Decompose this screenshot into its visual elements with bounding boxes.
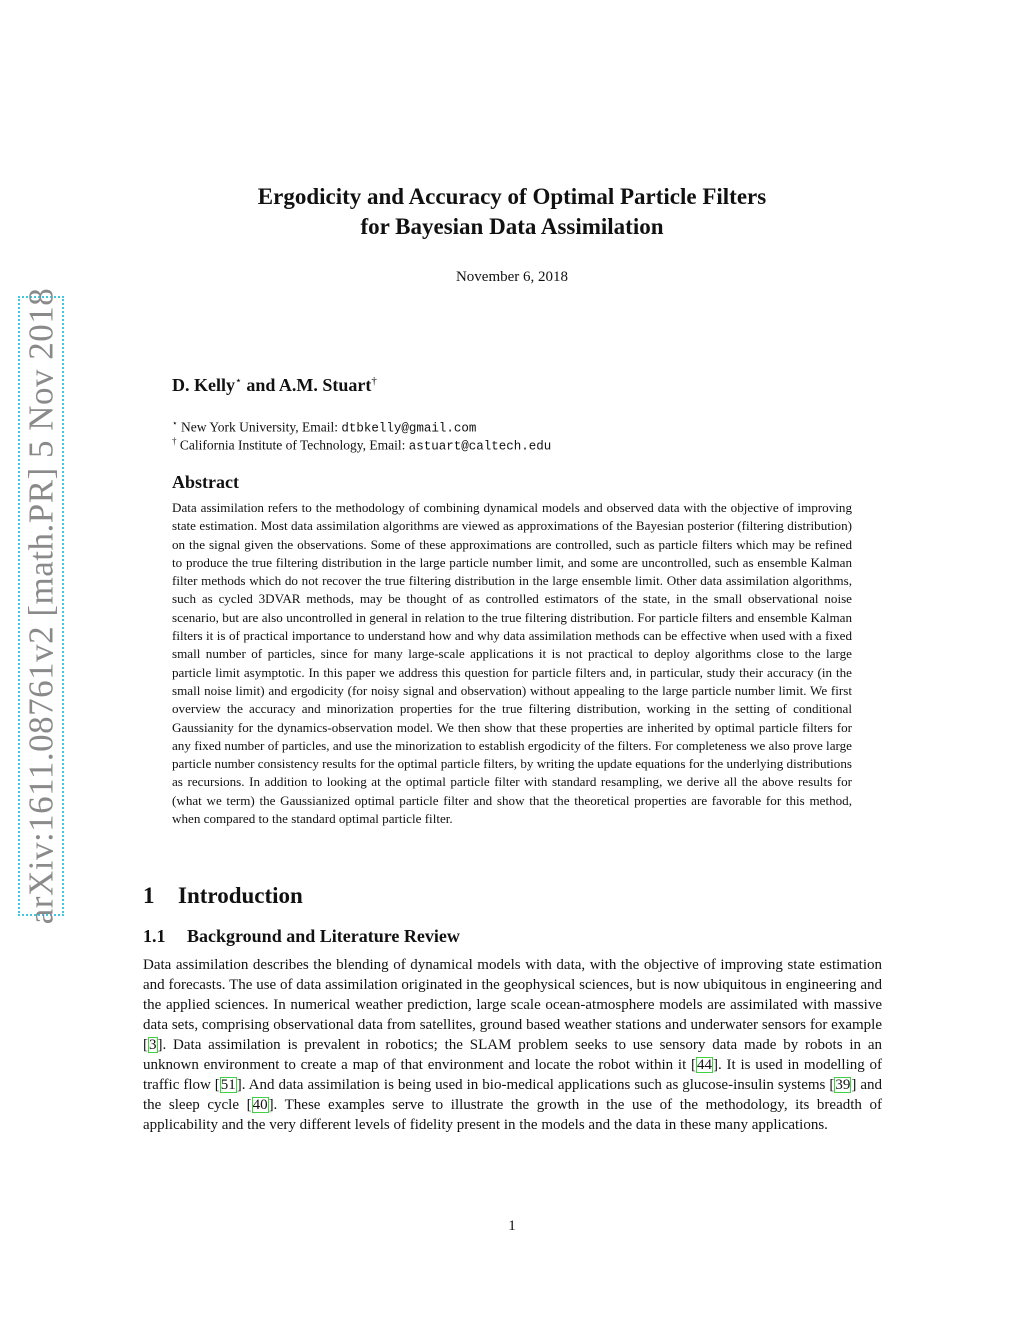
affiliation-text: California Institute of Technology, Email: [176,437,409,453]
affiliation-text: New York University, Email: [177,419,342,435]
paper-title [150,182,874,242]
affiliation-mark: ⋆ [172,418,178,428]
arxiv-identifier: arXiv:1611.08761v2 [math.PR] 5 Nov 2018 [21,287,61,925]
section-title: Introduction [178,883,303,908]
abstract-text: Data assimilation refers to the methodology of combining dynamical models and observed data with the objective of improving state estimation. Most data assimilation algorithms are viewed as approximations of the Bayesian posterior (filtering distribution) on the signal given the observations. Some of these approximations are controlled, such as particle filters which may be refined to produce the true filtering distribution in the large particle number limit, and some are uncontrolled, such as ensemble Kalman filter methods which do not recover the true filtering distribution in the large ensemble limit. Other data assimilation algorithms, such as cycled 3DVAR methods, may be thought of as controlled estimators of the state, in the small observational noise scenario, but are also uncontrolled in general in relation to the true filtering distribution. For particle filters and ensemble Kalman filters it is of practical importance to understand how and why data assimilation methods can be effective when used with a fixed small number of particles, since for many large-scale applications it is not practical to deploy algorithms close to the large particle limit asymptotic. In this paper we address this question for particle filters and, in particular, study their accuracy (in the small noise limit) and ergodicity (for noisy signal and observation) without appealing to the large particle number limit. We first overview the accuracy and minorization properties for the true filtering distribution, working in the setting of conditional Gaussianity for the dynamics-observation model. We then show that these properties are inherited by optimal particle filters for any fixed number of particles, and use the minorization to establish ergodicity of the filters. For completeness we also prove large particle number consistency results for the optimal particle filters, by writing the update equations for the underlying distributions as recursions. In addition to looking at the optimal particle filter with standard resampling, we derive all the above results for (what we term) the Gaussianized optimal particle filter and show that the theoretical properties are favorable for this method, when compared to the standard optimal particle filter. [172,500,852,827]
citation-link[interactable]: 39 [835,1077,851,1093]
title-line-1: Ergodicity and Accuracy of Optimal Particle Filters [257,184,767,209]
author-stuart-mark: † [371,375,377,387]
subsection-heading [143,926,460,947]
subsection-title: Background and Literature Review [187,926,460,946]
paragraph-text: ]. It is used in modelling of traffic flow [ [143,1057,882,1093]
section-number: 1 [143,883,155,908]
author-conjunction: and [241,375,279,395]
paragraph-text: ]. And data assimilation is being used in bio-medical applications such as glucose-insulin systems [ [236,1077,835,1093]
subsection-number: 1.1 [143,926,166,946]
paragraph-text: ] and the sleep cycle [ [143,1077,882,1113]
section-heading [143,883,303,909]
author-kelly-mark: ⋆ [235,375,242,387]
paragraph-text: Data assimilation describes the blending of dynamical models with data, with the objective of improving state estimation and forecasts. The use of data assimilation originated in the geophysical sciences, but is now ubiquitous in engineering and the applied sciences. In numerical weather prediction, large scale ocean-atmosphere models are assimilated with massive data sets, comprising observational data from satellites, ground based weather stations and underwater sensors for example [ [143,957,882,1053]
affiliation-caltech [172,432,551,456]
author-list [172,374,377,396]
abstract-heading: Abstract [172,472,239,492]
paper-date: November 6, 2018 [455,269,569,285]
citation-link[interactable]: 3 [149,1037,157,1053]
author-kelly: D. Kelly [172,375,235,395]
citation-link[interactable]: 44 [697,1057,712,1073]
intro-paragraph [143,955,882,1135]
email-link[interactable]: dtbkelly@gmail.com [341,421,477,436]
email-link[interactable]: astuart@caltech.edu [408,439,552,454]
paragraph-text: ]. Data assimilation is prevalent in robotics; the SLAM problem seeks to use sensory data made by robots in an unknown environment to create a map of that environment and locate the robot within it [ [143,1037,882,1073]
paragraph-text: ]. These examples serve to illustrate the growth in the use of the methodology, its breadth of applicability and the very different levels of fidelity present in the models and the data in these many applications. [143,1097,882,1133]
citation-link[interactable]: 51 [220,1077,236,1093]
citation-link[interactable]: 40 [252,1097,268,1113]
author-stuart: A.M. Stuart [278,375,372,395]
affiliation-mark: † [172,436,177,446]
title-line-2: for Bayesian Data Assimilation [360,214,664,239]
page-number: 1 [508,1218,516,1234]
arxiv-stamp[interactable] [18,287,64,925]
